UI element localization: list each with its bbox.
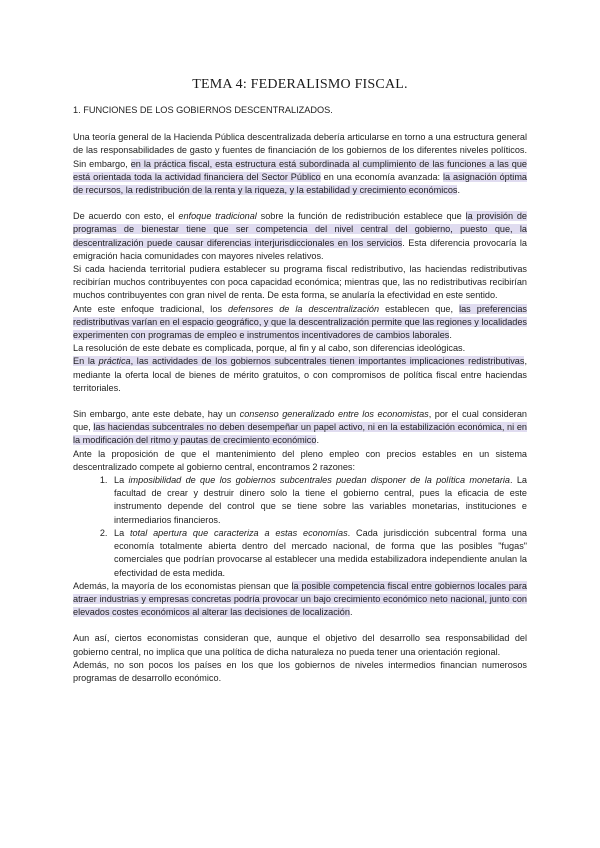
italic-term: práctica (98, 356, 131, 367)
text-run: establecen que, (379, 303, 460, 314)
highlighted-text: la posible competencia fiscal entre gobiernos locales para atraer industrias y empresas concretas podría provocar un bajo crecimiento económico neto nacional, junto con elevados costes económicos al alterar las decisiones de localización (73, 580, 527, 618)
text-run: . (316, 435, 319, 446)
text-run: De acuerdo con esto, el (73, 211, 179, 222)
paragraph-9 (73, 580, 527, 620)
italic-term: imposibilidad de que los gobiernos subcentrales puedan disponer de la política monetaria (128, 475, 510, 486)
text-run: . (349, 607, 353, 618)
text-run: La (114, 527, 130, 538)
paragraph-2 (73, 210, 527, 263)
paragraph-8: Ante la proposición de que el mantenimiento del pleno empleo con precios estables en un sistema descentralizado compete al gobierno central, encontramos 2 razones: (73, 448, 527, 472)
text-run: en una economía avanzada: (320, 171, 443, 182)
text-run: Sin embargo, ante este debate, hay un (73, 409, 240, 420)
italic-term: consenso generalizado entre los economistas (239, 409, 429, 420)
italic-term: defensores de la descentralización (228, 303, 380, 314)
paragraph-5: La resolución de este debate es complicada, porque, al fin y al cabo, son diferencias ideológicas. (73, 343, 466, 354)
text-run: , mediante la oferta local de bienes de mérito gratuitos, o con compromisos de política fiscal entre haciendas territoriales. (73, 356, 527, 393)
paragraph-10: Aun así, ciertos economistas consideran que, aunque el objetivo del desarrollo sea responsabilidad del gobierno central, no implica que una política de dicha naturaleza no pueda tener una orientación regional. (73, 633, 527, 657)
paragraph-6 (73, 355, 527, 395)
italic-term: total apertura que caracteriza a estas economías (130, 527, 348, 538)
text-run: . Cada jurisdicción subcentral forma una economía totalmente abierta dentro del mercado nacional, de forma que las posibles "fugas" comerciales que podrían provocarse al establecer una medida estabilizadora independiente anulan la efectividad de esta medida. (114, 527, 527, 578)
text-run: Ante este enfoque tradicional, los (73, 303, 228, 314)
highlighted-text (73, 356, 524, 366)
paragraph-3: Si cada hacienda territorial pudiera establecer su programa fiscal redistributivo, las haciendas redistributivas recibirían muchos contribuyentes con poca capacidad económica; mientras que, las no redistributivas recibirían muchos contribuyentes con gran nivel de renta. De esta forma, se anularía la efectividad en este sentido. (73, 264, 527, 301)
text-run: . La facultad de crear y destruir dinero solo la tiene el gobierno central, pues la eficacia de este instrumento depende del control que se tiene sobre las variables monetarias, instituciones e intermediarios financieros. (114, 475, 527, 525)
highlighted-text: la provisión de programas de bienestar tiene que ser competencia del nivel central del gobierno, puesto que, la descentralización puede causar diferencias interjurisdiccionales en los servicios (73, 211, 527, 248)
highlighted-text: las haciendas subcentrales no deben desempeñar un papel activo, ni en la estabilización económica, ni en la modificación del ritmo y pautas de crecimiento económico (73, 422, 527, 446)
reasons-list (73, 474, 527, 580)
text-run: En la (73, 356, 99, 367)
text-run: , por el cual consideran que, (73, 409, 527, 433)
paragraph-7 (73, 408, 527, 448)
document-body (73, 104, 527, 685)
text-run: . Esta diferencia provocaría la emigración hacia comunidades con mayores niveles relativos. (73, 237, 528, 261)
highlighted-text: en la práctica fiscal, esta estructura está subordinada al cumplimiento de las funciones a las que está orientada toda la actividad financiera del Sector Público (73, 158, 527, 182)
highlighted-text: las preferencias redistributivas varían en el espacio geográfico, y que la descentralización permite que las regiones y localidades experimenten con programas de empleo e instrumentos incentivadores de cambios laborales (73, 303, 527, 341)
list-item (110, 474, 527, 527)
text-run: sobre la función de redistribución establece que (256, 211, 466, 222)
text-run: Además, la mayoría de los economistas piensan que (73, 580, 292, 591)
paragraph-11: Además, no son pocos los países en los que los gobiernos de niveles intermedios financian numerosos programas de desarrollo económico. (73, 659, 527, 683)
list-item (110, 527, 527, 580)
italic-term: enfoque tradicional (178, 211, 257, 222)
document-title: TEMA 4: FEDERALISMO FISCAL. (192, 77, 408, 92)
paragraph-1: Una teoría general de la Hacienda Pública descentralizada debería articularse en torno a una estructura general de las responsabilidades de gasto y fuentes de financiación de los gobiernos de los diferentes niveles políticos. Sin embargo, en la práctica fiscal, esta estructura está subordinada al cumplimiento de las funciones a las que está orientada toda la actividad financiera del Sector Público en una economía avanzada: la asignación óptima de recursos, la redistribución de la renta y la riqueza, y la estabilidad y crecimiento económicos. (73, 132, 527, 196)
text-run: Una teoría general de la Hacienda Pública descentralizada debería articularse en torno a una estructura general de las responsabilidades de gasto y fuentes de financiación de los gobiernos de los diferentes niveles políticos. Sin embargo, (73, 132, 527, 169)
text-run: La (114, 475, 129, 486)
section-title: 1. FUNCIONES DE LOS GOBIERNOS DESCENTRALIZADOS. (73, 105, 333, 115)
paragraph-4: Ante este enfoque tradicional, los defensores de la descentralización establecen que, las preferencias redistributivas varían en el espacio geográfico, y que la descentralización permite que las regiones y localidades experimenten con programas de empleo e instrumentos incentivadores de cambios laborales. (73, 303, 527, 341)
text-run: , las actividades de los gobiernos subcentrales tienen importantes implicaciones redistributivas (130, 356, 525, 367)
highlighted-text: la asignación óptima de recursos, la redistribución de la renta y la riqueza, y la estabilidad y crecimiento económicos (73, 171, 527, 196)
